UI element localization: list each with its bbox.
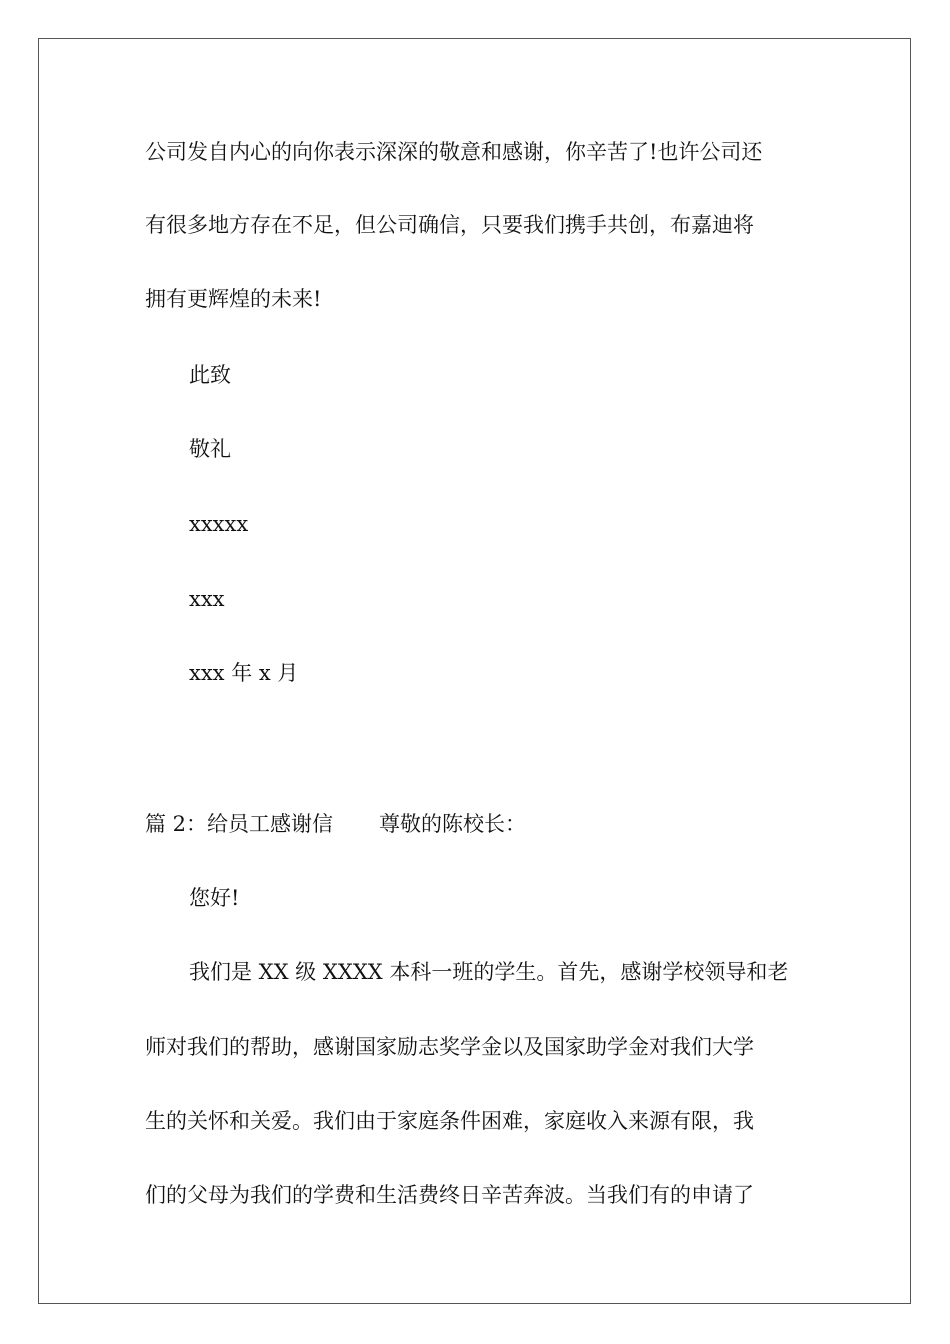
paragraph-line: 有很多地方存在不足，但公司确信，只要我们携手共创，布嘉迪将	[145, 213, 754, 237]
paragraph-line: 我们是 XX 级 XXXX 本科一班的学生。首先，感谢学校领导和老	[189, 960, 789, 984]
paragraph-line: 师对我们的帮助，感谢国家励志奖学金以及国家助学金对我们大学	[145, 1035, 754, 1059]
signature-line: xxx	[189, 587, 225, 611]
addressee: 尊敬的陈校长：	[379, 812, 527, 836]
greeting: 您好!	[189, 886, 240, 910]
paragraph-line: 公司发自内心的向你表示深深的敬意和感谢，你辛苦了!也许公司还	[145, 140, 763, 164]
signature-line: xxxxx	[189, 512, 249, 536]
paragraph-line: 们的父母为我们的学费和生活费终日辛苦奔波。当我们有的申请了	[145, 1183, 754, 1207]
salutation-line: 此致	[189, 363, 231, 387]
paragraph-line: 生的关怀和关爱。我们由于家庭条件困难，家庭收入来源有限，我	[145, 1109, 754, 1133]
section-heading: 篇 2：给员工感谢信	[145, 812, 334, 836]
date-line: xxx 年 x 月	[189, 661, 299, 685]
salutation-line: 敬礼	[189, 437, 231, 461]
paragraph-line: 拥有更辉煌的未来!	[145, 287, 322, 311]
section-heading-row	[145, 810, 526, 838]
